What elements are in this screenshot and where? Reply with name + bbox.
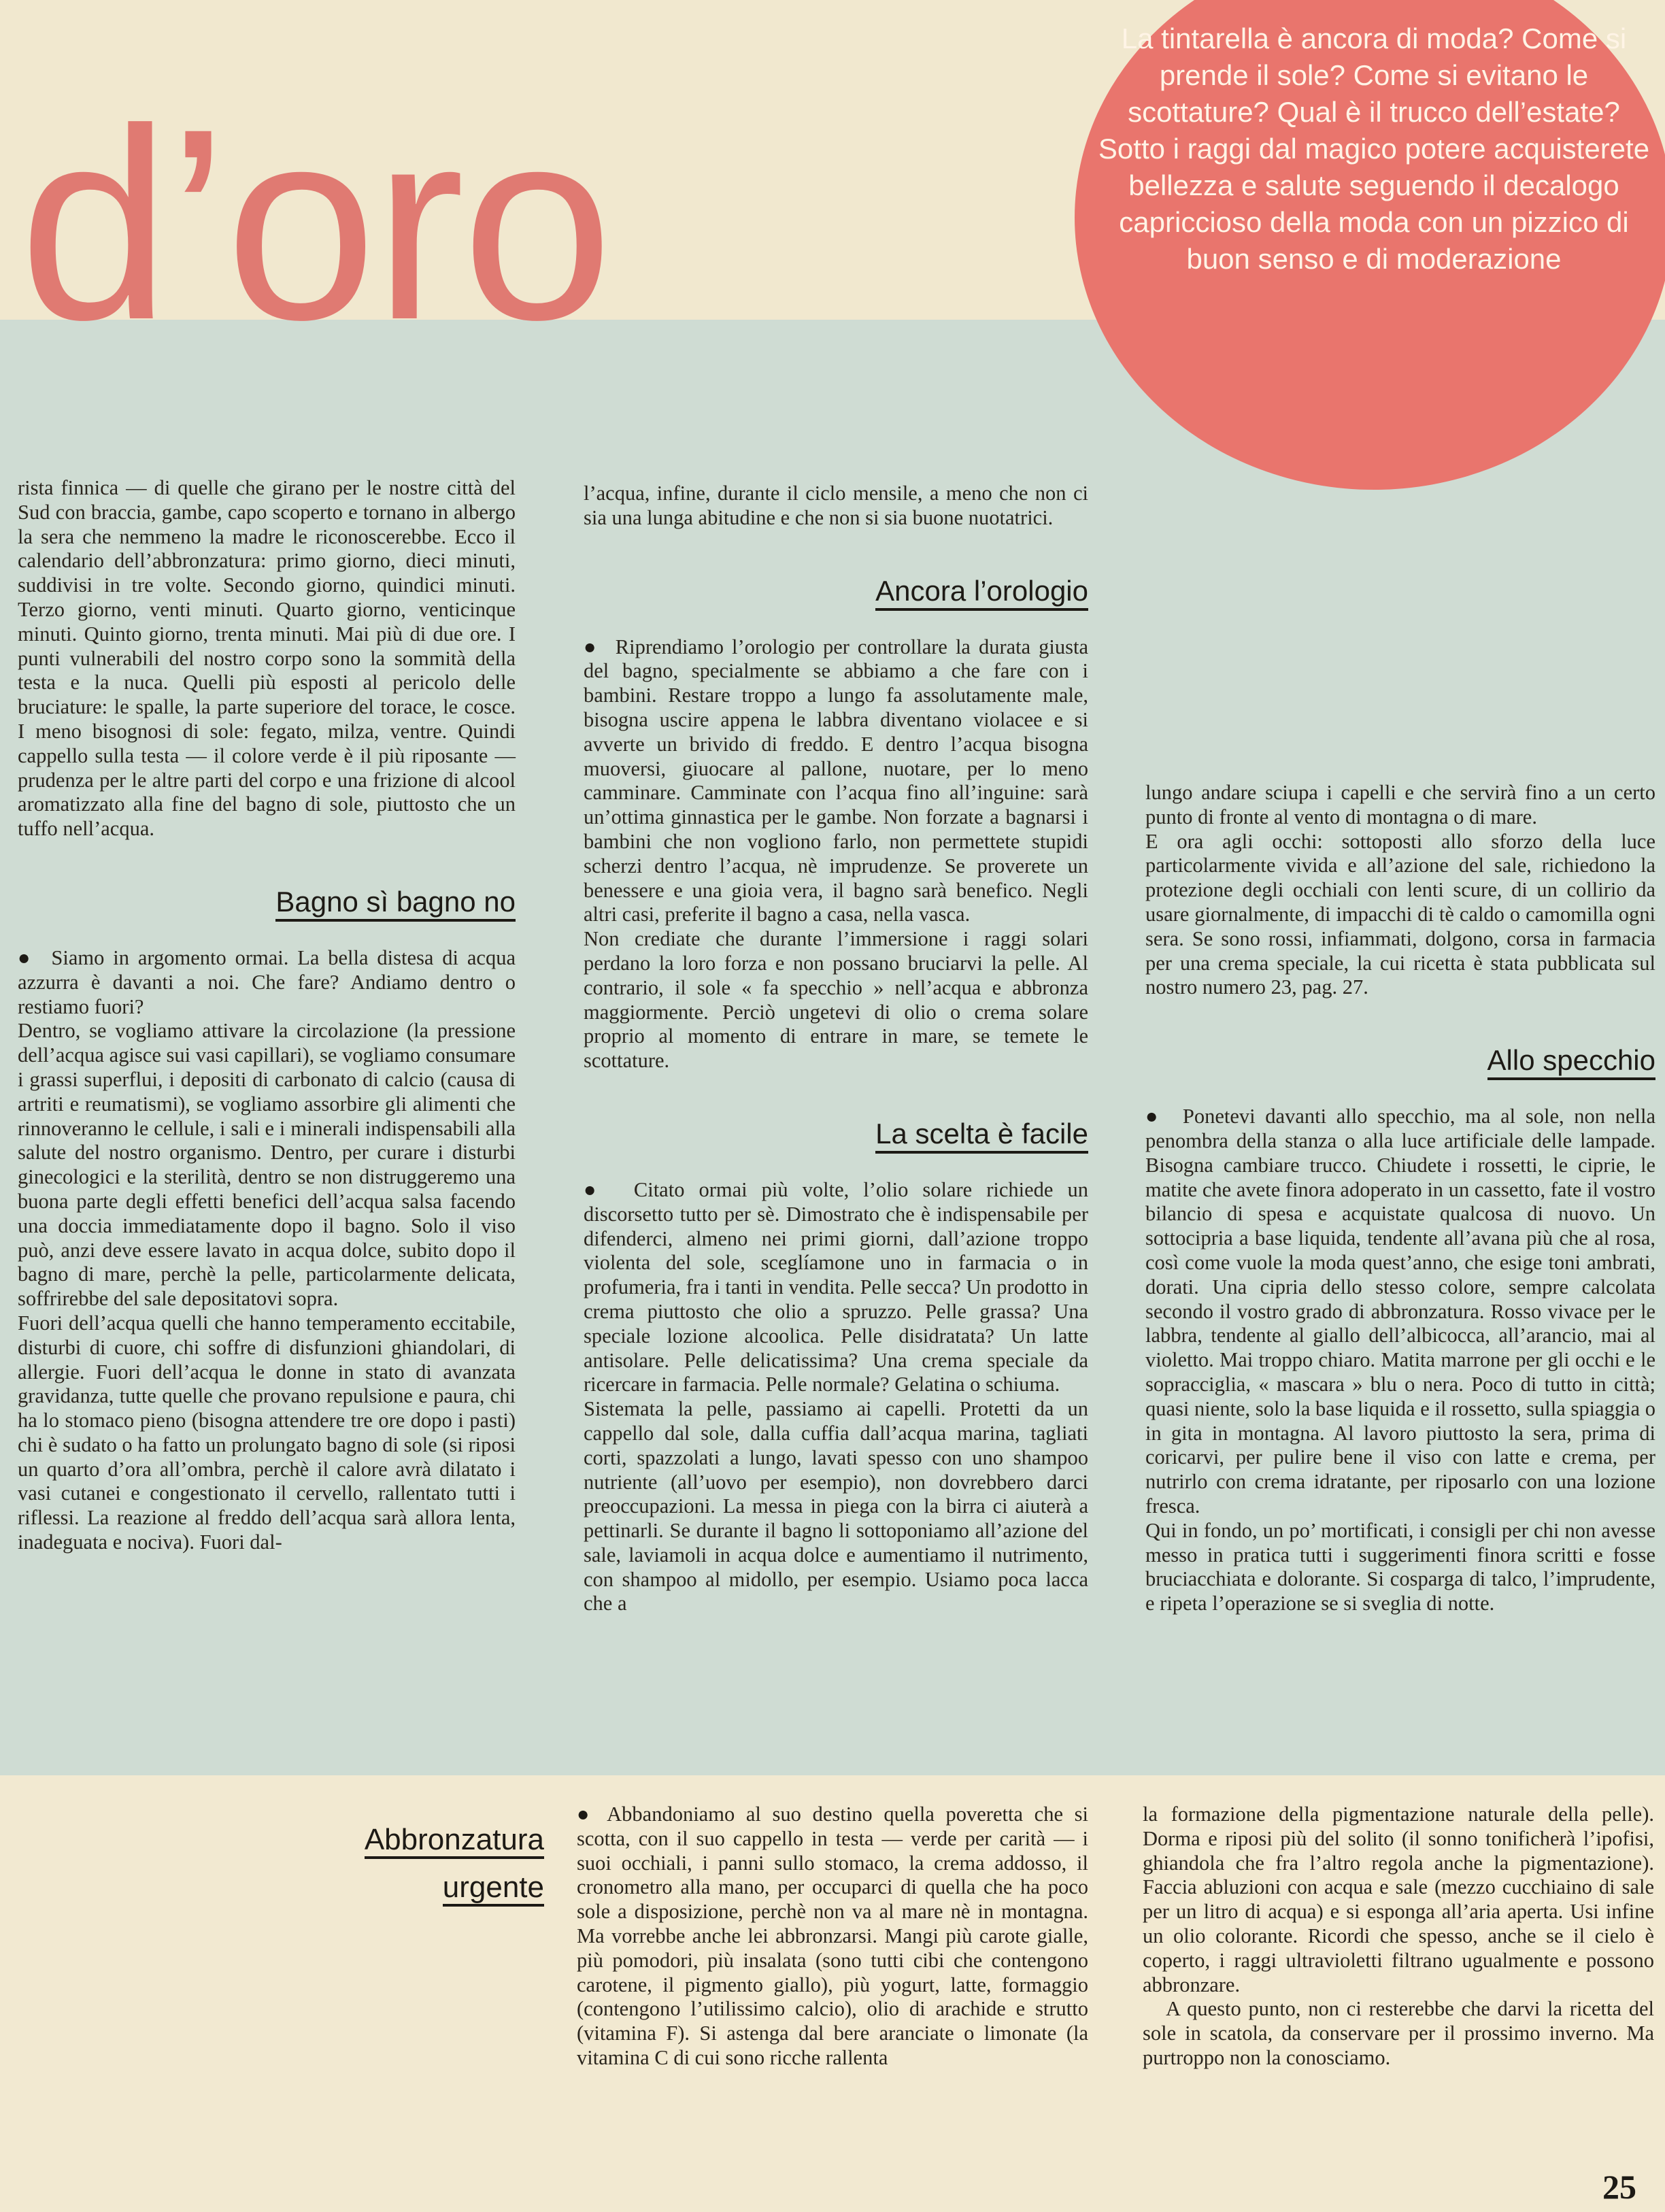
page-title: d’oro — [19, 72, 611, 376]
bullet-icon: ● — [577, 1803, 596, 1826]
paragraph: ● Abbandoniamo al suo destino quella poveretta che si scotta, con il suo cappello in testa — verde per carità — i suoi occhiali, i panni sullo stomaco, la crema addosso, il cronometro alla mano, per occuparci di quella che ha poco sole a disposizione, perchè non va al mare nè in montagna. Ma vorrebbe anche lei abbronzarsi. Mangi più carote gialle, più pomodori, più insalata (sono tutti cibi che contengono carotene, il pigmento giallo), più yogurt, latte, formaggio (contengono l’utilissimo calcio), olio di arachide e strutto (vitamina F). Si astenga dal bere aranciate o limonate (la vitamina C di cui sono ricche rallenta — [577, 1803, 1088, 2069]
paragraph: ● Ponetevi davanti allo specchio, ma al sole, non nella penombra della stanza o alla luce artificiale delle lampade. Bisogna cambiare trucco. Chiudete i rossetti, le ciprie, le matite che avete finora adoperato in un cassetto, fate il vostro bilancio di spesa e acquistate qualcosa di nuovo. Un sottocipria a base liquida, tendente all’avana più che al rosa, così come vuole la moda quest’anno, che esige toni ambrati, dorati. Una cipria dello stesso colore, sempre calcolata secondo il vostro grado di abbronzatura. Rosso vivace per le labbra, tendente al giallo dell’albicocca, all’arancio, mai al violetto. Mai troppo chiaro. Matita marrone per gli occhi e le sopracciglia, « mascara » blu o nera. Poco di tutto in città; quasi niente, solo la base liquida e il rossetto, sulla spiaggia o in gita in montagna. Al lavoro piuttosto la sera, prima di coricarvi, per pulire bene il viso con latte e crema, per nutrirlo con crema idratante, per riposarlo con una lozione fresca. — [1145, 1105, 1655, 1518]
paragraph: Qui in fondo, un po’ mortificati, i consigli per chi non avesse messo in pratica tutti i suggerimenti finora scritti e fosse bruciacchiata e dolorante. Si cosparga di talco, l’imprudente, e ripeta l’operazione se si sveglia di notte. — [1145, 1518, 1655, 1615]
bullet-icon: ● — [1145, 1105, 1163, 1128]
column-2 — [584, 482, 1088, 1616]
section-heading: La scelta è facile — [584, 1117, 1088, 1151]
paragraph: lungo andare sciupa i capelli e che servirà fino a un certo punto di fronte al vento di montagna o di mare. — [1145, 781, 1655, 828]
paragraph: Fuori dell’acqua quelli che hanno temperamento eccitabile, disturbi di cuore, chi soffre di disfunzioni ghiandolari, di allergie. Fuori dell’acqua le donne in stato di avanzata gravidanza, tutte quelle che provano repulsione e paura, chi ha lo stomaco pieno (bisogna attendere tre ore dopo i pasti) chi è sudato o ha fatto un prolungato bagno di sole (si riposi un quarto d’ora all’ombra, perchè il calore avrà dilatato i vasi cutanei e congestionato il cervello, rallentato tutti i riflessi. La reazione al freddo dell’acqua sarà allora lenta, inadeguata e nociva). Fuori dal- — [18, 1311, 516, 1554]
paragraph: l’acqua, infine, durante il ciclo mensile, a meno che non ci sia una lunga abitudine e che non si sia buone nuotatrici. — [584, 482, 1088, 529]
section-heading-urgente: Abbronzatura urgente — [292, 1816, 544, 1911]
paragraph: ● Citato ormai più volte, l’olio solare richiede un discorsetto tutto per sè. Dimostrato che è indispensabile per difenderci, almeno nei primi giorni, dall’azione troppo violenta del sole, sceglíamone uno in farmacia o in profumeria, fra i tanti in vendita. Pelle secca? Un prodotto in crema piuttosto che olio a spruzzo. Pelle grassa? Una speciale lozione alcoolica. Pelle disidratata? Un latte antisolare. Pelle delicatissima? Una crema speciale da ricercare in farmacia. Pelle normale? Gelatina o schiuma. — [584, 1177, 1088, 1396]
bullet-icon: ● — [584, 635, 599, 658]
bullet-icon: ● — [18, 945, 34, 969]
paragraph: A questo punto, non ci resterebbe che darvi la ricetta del sole in scatola, da conservare per il prossimo inverno. Ma purtroppo non la conosciamo. — [1143, 1997, 1654, 2069]
page-number: 25 — [1602, 2168, 1636, 2206]
paragraph: la formazione della pigmentazione naturale della pelle). Dorma e riposi più del solito (il sonno tonificherà l’ipofisi, ghiandola che fra l’altro regola anche la pigmentazione). Faccia abluzioni con acqua e sale (mezzo cucchiaino di sale per un litro di acqua) e si esponga all’aria aperta. Usi infine un olio colorante. Ricordi che spesso, anche se il cielo è coperto, i raggi ultravioletti filtrano ugualmente e possono abbronzare. — [1143, 1803, 1654, 1996]
section-heading: Ancora l’orologio — [584, 574, 1088, 608]
paragraph: rista finnica — di quelle che girano per le nostre città del Sud con braccia, gambe, capo scoperto e tornano in albergo la sera che nemmeno la madre le riconoscerebbe. Ecco il calendario dell’abbronzatura: primo giorno, dieci minuti, suddivisi in tre volte. Secondo giorno, quindici minuti. Terzo giorno, venti minuti. Quarto giorno, venticinque minuti. Quinto giorno, trenta minuti. Mai più di due ore. I punti vulnerabili del nostro corpo sono la sommità della testa e la nuca. Quelli più esposti al pericolo delle bruciature: le spalle, la parte superiore del torace, le cosce. I meno bisognosi di sole: fegato, milza, ventre. Quindi cappello sulla testa — il colore verde è il più riposante — prudenza per le altre parti del corpo e una frizione di alcool aromatizzato alla fine del bagno di sole, piuttosto che un tuffo nell’acqua. — [18, 476, 516, 841]
paragraph: Non crediate che durante l’immersione i raggi solari perdano la loro forza e non possano bruciarvi la pelle. Al contrario, il sole « fa specchio » nell’acqua e abbronza maggiormente. Perciò ungetevi di olio o crema solare proprio al momento di entrare in mare, se temete le scottature. — [584, 927, 1088, 1073]
intro-text: La tintarella è ancora di moda? Come si prende il sole? Come si evitano le scottature? Qual è il trucco dell’estate? Sotto i raggi dal magico potere acquisterete bellezza e salute seguendo il decalogo capriccioso della moda con un pizzico di buon senso e di moderazione — [1098, 22, 1650, 275]
section-heading: Allo specchio — [1145, 1043, 1655, 1077]
column-1 — [18, 476, 516, 1555]
bottom-column-1 — [577, 1803, 1088, 2071]
column-3 — [1145, 781, 1655, 1616]
paragraph: ● Siamo in argomento ormai. La bella distesa di acqua azzurra è davanti a noi. Che fare? Andiamo dentro o restiamo fuori? — [18, 945, 516, 1018]
bottom-column-2 — [1143, 1803, 1654, 2071]
paragraph: E ora agli occhi: sottoposti allo sforzo della luce particolarmente vivida e all’azione del sale, richiedono la protezione degli occhiali con lenti scure, di un collirio da usare giornalmente, di impacchi di tè caldo o camomilla ogni sera. Se sono rossi, infiammati, dolgono, corsa in farmacia per una crema speciale, la cui ricetta è stata pubblicata sul nostro numero 23, pag. 27. — [1145, 829, 1655, 999]
paragraph: Dentro, se vogliamo attivare la circolazione (la pressione dell’acqua agisce sui vasi capillari), se vogliamo consumare i grassi superflui, i depositi di carbonato di calcio (causa di artriti e reumatismi), se vogliamo assorbire gli alimenti che rinnoveranno le cellule, i sali e i minerali indispensabili alla salute del nostro organismo. Dentro, per curare i disturbi ginecologici e la sterilità, dentro se non distruggeremo una buona parte degli effetti benefici dell’acqua salsa facendo una doccia immediatamente dopo il bagno. Solo il viso può, anzi deve essere lavato in acqua dolce, subito dopo il bagno di mare, perchè la pelle, particolarmente delicata, soffrirebbe del sale depositatovi sopra. — [18, 1019, 516, 1311]
section-heading: Bagno sì bagno no — [18, 885, 516, 919]
bullet-icon: ● — [584, 1177, 605, 1201]
paragraph: Sistemata la pelle, passiamo ai capelli. Protetti da un cappello dal sole, dalla cuffia dall’acqua marina, tagliati corti, spazzolati a lungo, lavati spesso con uno shampoo nutriente (all’uovo per esempio), non dovrebbero darci preoccupazioni. La messa in piega con la birra ci aiuterà a pettinarli. Se durante il bagno li sottoponiamo all’azione del sale, laviamoli in acqua dolce e aumentiamo il nutrimento, con shampoo al midollo, per esempio. Usiamo poca lacca che a — [584, 1397, 1088, 1615]
paragraph: ● Riprendiamo l’orologio per controllare la durata giusta del bagno, specialmente se abbiamo a che fare con i bambini. Restare troppo a lungo fa assolutamente male, bisogna uscire appena le labbra diventano violacee e si avverte un brivido di freddo. E dentro l’acqua bisogna muoversi, giuocare al pallone, nuotare, per lo meno camminare. Camminate con l’acqua fino all’inguine: sarà un’ottima ginnastica per le gambe. Non forzate a bagnarsi i bambini che non vogliono farlo, non permettete stupidi scherzi dentro l’acqua, nè imprudenze. Se proverete un benessere e una gioia vera, il bagno sarà benefico. Negli altri casi, preferite il bagno a casa, nella vasca. — [584, 635, 1088, 926]
